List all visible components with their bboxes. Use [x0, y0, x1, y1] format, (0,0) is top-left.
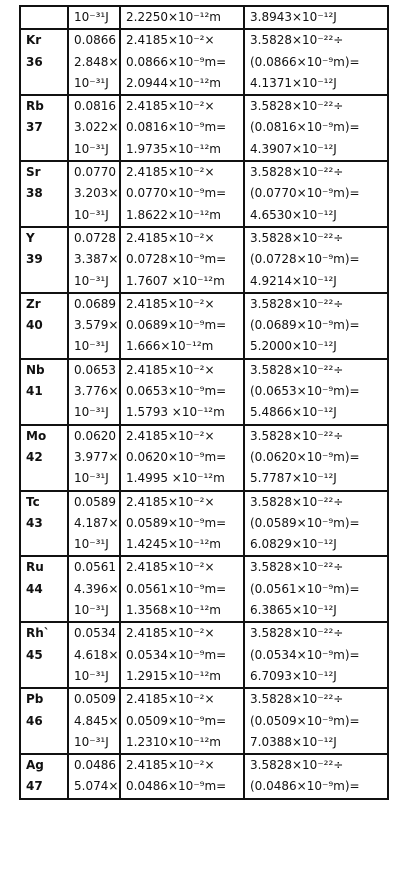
energy-cell-line: 6.7093×10⁻¹²J [250, 668, 337, 683]
element-cell-line: 45 [26, 647, 43, 662]
energy-cell-line: 3.5828×10⁻²²÷ [250, 758, 344, 773]
energy-cell-line: (0.0653×10⁻⁹m)= [250, 384, 360, 399]
radius-cell-line: 0.0486×10⁻⁹m= [126, 779, 227, 794]
radius-cell-line: 2.4185×10⁻²× [126, 230, 215, 245]
constant-cell-line: 3.977× [74, 449, 119, 464]
constant-cell-line: 10⁻³¹J [74, 141, 109, 156]
element-cell-line: 43 [26, 515, 43, 530]
energy-cell-line: (0.0689×10⁻⁹m)= [250, 318, 360, 333]
constant-cell-line: 3.579× [74, 318, 119, 333]
element-cell-line: Mo [26, 428, 47, 443]
energy-cell: 3.8943×10⁻¹²J [244, 6, 388, 29]
element-cell [20, 6, 68, 29]
element-cell [20, 161, 68, 227]
element-cell-line: 39 [26, 252, 43, 267]
energy-cell-line: 3.5828×10⁻²²÷ [250, 626, 344, 641]
radius-cell-line: 1.9735×10⁻¹²m [126, 141, 221, 156]
radius-cell-line: 1.666×10⁻¹²m [126, 339, 214, 354]
radius-cell-line: 2.4185×10⁻²× [126, 99, 215, 114]
element-cell [20, 227, 68, 293]
constant-cell-line: 4.396× [74, 581, 119, 596]
radius-cell-line: 1.5793 ×10⁻¹²m [126, 405, 225, 420]
constant-cell-line: 0.0816 [74, 99, 116, 114]
data-table [19, 5, 389, 800]
constant-cell-line: 10⁻³¹J [74, 405, 109, 420]
element-cell-line: Rb [26, 99, 44, 114]
constant-cell [68, 556, 120, 622]
energy-cell-line: (0.0589×10⁻⁹m)= [250, 515, 360, 530]
table-row [20, 688, 388, 754]
table-row [20, 556, 388, 622]
radius-cell-line: 2.4185×10⁻²× [126, 33, 215, 48]
radius-cell [120, 754, 244, 799]
energy-cell-line: 4.6530×10⁻¹²J [250, 207, 337, 222]
constant-cell [68, 29, 120, 95]
radius-cell-line: 0.0534×10⁻⁹m= [126, 647, 227, 662]
constant-cell-line: 4.187× [74, 515, 119, 530]
table-row-continuation [20, 6, 388, 29]
constant-cell-line: 10⁻³¹J [74, 471, 109, 486]
element-cell-line: Ag [26, 758, 44, 773]
element-cell-line: 42 [26, 449, 43, 464]
energy-cell-line: 4.1371×10⁻¹²J [250, 75, 337, 90]
element-cell [20, 688, 68, 754]
radius-cell [120, 227, 244, 293]
table-row [20, 754, 388, 799]
constant-cell-line: 10⁻³¹J [74, 75, 109, 90]
constant-cell-line: 3.022× [74, 120, 119, 135]
element-cell-line: 37 [26, 120, 43, 135]
constant-cell-line: 10⁻³¹J [74, 207, 109, 222]
constant-cell-line: 0.0589 [74, 494, 116, 509]
radius-cell-line: 2.4185×10⁻²× [126, 692, 215, 707]
radius-cell-line: 0.0620×10⁻⁹m= [126, 449, 227, 464]
radius-cell-line: 2.4185×10⁻²× [126, 362, 215, 377]
constant-cell-line: 0.0866 [74, 33, 116, 48]
element-cell-line: Nb [26, 362, 45, 377]
constant-cell [68, 754, 120, 799]
energy-cell-line: 3.5828×10⁻²²÷ [250, 560, 344, 575]
constant-cell-line: 5.074× [74, 779, 119, 794]
energy-cell-line: (0.0534×10⁻⁹m)= [250, 647, 360, 662]
element-cell [20, 491, 68, 557]
energy-cell-line: 6.0829×10⁻¹²J [250, 537, 337, 552]
constant-cell-line: 10⁻³¹J [74, 603, 109, 618]
constant-cell-line: 10⁻³¹J [74, 734, 109, 749]
constant-cell-line: 4.845× [74, 713, 119, 728]
constant-cell-line: 0.0728 [74, 230, 116, 245]
table-row [20, 491, 388, 557]
constant-cell-line: 10⁻³¹J [74, 273, 109, 288]
radius-cell-line: 2.4185×10⁻²× [126, 428, 215, 443]
energy-cell-line: (0.0770×10⁻⁹m)= [250, 186, 360, 201]
radius-cell-line: 0.0866×10⁻⁹m= [126, 54, 227, 69]
energy-cell-line: 3.5828×10⁻²²÷ [250, 692, 344, 707]
table-row [20, 227, 388, 293]
energy-cell [244, 29, 388, 95]
radius-cell-line: 1.2310×10⁻¹²m [126, 734, 221, 749]
energy-cell [244, 754, 388, 799]
constant-cell [68, 425, 120, 491]
energy-cell-line: 5.4866×10⁻¹²J [250, 405, 337, 420]
constant-cell-line: 0.0689 [74, 296, 116, 311]
table-row [20, 359, 388, 425]
constant-cell-line: 4.618× [74, 647, 119, 662]
radius-cell [120, 293, 244, 359]
table-row [20, 95, 388, 161]
element-cell-line: Y [26, 230, 35, 245]
constant-cell [68, 161, 120, 227]
radius-cell [120, 95, 244, 161]
energy-cell-line: 3.5828×10⁻²²÷ [250, 296, 344, 311]
radius-cell: 2.2250×10⁻¹²m [120, 6, 244, 29]
table-row [20, 293, 388, 359]
radius-cell-line: 2.4185×10⁻²× [126, 560, 215, 575]
energy-cell-line: 4.9214×10⁻¹²J [250, 273, 337, 288]
radius-cell-line: 1.7607 ×10⁻¹²m [126, 273, 225, 288]
energy-cell-line: 3.5828×10⁻²²÷ [250, 230, 344, 245]
element-cell-line: Zr [26, 296, 41, 311]
radius-cell-line: 2.0944×10⁻¹²m [126, 75, 221, 90]
energy-cell [244, 556, 388, 622]
constant-cell [68, 95, 120, 161]
table-row [20, 161, 388, 227]
element-cell-line: Ru [26, 560, 44, 575]
energy-cell [244, 622, 388, 688]
energy-cell [244, 293, 388, 359]
element-cell [20, 29, 68, 95]
constant-cell [68, 491, 120, 557]
element-cell [20, 425, 68, 491]
radius-cell-line: 2.4185×10⁻²× [126, 758, 215, 773]
radius-cell-line: 0.0728×10⁻⁹m= [126, 252, 227, 267]
constant-cell-line: 3.776× [74, 384, 119, 399]
energy-cell [244, 425, 388, 491]
energy-cell-line: 3.5828×10⁻²²÷ [250, 494, 344, 509]
energy-cell-line: 4.3907×10⁻¹²J [250, 141, 337, 156]
constant-cell-line: 3.387× [74, 252, 119, 267]
radius-cell [120, 556, 244, 622]
energy-cell [244, 161, 388, 227]
element-cell-line: 38 [26, 186, 43, 201]
energy-cell-line: (0.0620×10⁻⁹m)= [250, 449, 360, 464]
radius-cell-line: 0.0561×10⁻⁹m= [126, 581, 227, 596]
energy-cell-line: 6.3865×10⁻¹²J [250, 603, 337, 618]
element-cell [20, 556, 68, 622]
element-cell [20, 359, 68, 425]
constant-cell [68, 688, 120, 754]
radius-cell [120, 491, 244, 557]
radius-cell-line: 2.4185×10⁻²× [126, 626, 215, 641]
constant-cell-line: 0.0620 [74, 428, 116, 443]
constant-cell-line: 0.0770 [74, 165, 116, 180]
energy-cell-line: (0.0816×10⁻⁹m)= [250, 120, 360, 135]
element-cell-line: Pb [26, 692, 44, 707]
element-cell-line: 40 [26, 318, 43, 333]
energy-cell-line: 3.5828×10⁻²²÷ [250, 165, 344, 180]
element-cell-line: Kr [26, 33, 42, 48]
constant-cell [68, 359, 120, 425]
radius-cell-line: 1.4245×10⁻¹²m [126, 537, 221, 552]
constant-cell-line: 2.848× [74, 54, 119, 69]
table-body [20, 6, 388, 799]
constant-cell-line: 0.0653 [74, 362, 116, 377]
radius-cell [120, 425, 244, 491]
constant-cell [68, 622, 120, 688]
constant-cell-line: 0.0534 [74, 626, 116, 641]
table-row [20, 29, 388, 95]
energy-cell-line: 3.5828×10⁻²²÷ [250, 428, 344, 443]
energy-cell [244, 688, 388, 754]
radius-cell-line: 0.0589×10⁻⁹m= [126, 515, 227, 530]
constant-cell-line: 10⁻³¹J [74, 537, 109, 552]
energy-cell-line: 7.0388×10⁻¹²J [250, 734, 337, 749]
energy-cell-line: 3.5828×10⁻²²÷ [250, 362, 344, 377]
energy-cell-line: 5.7787×10⁻¹²J [250, 471, 337, 486]
radius-cell-line: 0.0770×10⁻⁹m= [126, 186, 227, 201]
table-row [20, 622, 388, 688]
radius-cell-line: 2.4185×10⁻²× [126, 165, 215, 180]
energy-cell-line: 3.5828×10⁻²²÷ [250, 99, 344, 114]
element-cell-line: 46 [26, 713, 43, 728]
radius-cell-line: 2.4185×10⁻²× [126, 494, 215, 509]
radius-cell-line: 0.0689×10⁻⁹m= [126, 318, 227, 333]
constant-cell-line: 3.203× [74, 186, 119, 201]
element-cell-line: 44 [26, 581, 43, 596]
radius-cell [120, 359, 244, 425]
constant-cell-line: 0.0509 [74, 692, 116, 707]
radius-cell-line: 0.0816×10⁻⁹m= [126, 120, 227, 135]
constant-cell-line: 0.0486 [74, 758, 116, 773]
energy-cell [244, 95, 388, 161]
element-cell [20, 754, 68, 799]
element-cell-line: Rhˋ [26, 626, 50, 641]
energy-cell-line: (0.0509×10⁻⁹m)= [250, 713, 360, 728]
element-cell-line: 36 [26, 54, 43, 69]
radius-cell-line: 2.4185×10⁻²× [126, 296, 215, 311]
constant-cell-line: 10⁻³¹J [74, 339, 109, 354]
radius-cell-line: 1.3568×10⁻¹²m [126, 603, 221, 618]
element-cell-line: 47 [26, 779, 43, 794]
radius-cell [120, 161, 244, 227]
radius-cell-line: 0.0509×10⁻⁹m= [126, 713, 227, 728]
radius-cell [120, 622, 244, 688]
radius-cell-line: 1.2915×10⁻¹²m [126, 668, 221, 683]
energy-cell-line: (0.0866×10⁻⁹m)= [250, 54, 360, 69]
energy-cell-line: (0.0561×10⁻⁹m)= [250, 581, 360, 596]
element-cell-line: Sr [26, 165, 41, 180]
energy-cell-line: 5.2000×10⁻¹²J [250, 339, 337, 354]
constant-cell [68, 293, 120, 359]
radius-cell-line: 1.4995 ×10⁻¹²m [126, 471, 225, 486]
element-cell [20, 622, 68, 688]
energy-cell [244, 359, 388, 425]
energy-cell-line: (0.0486×10⁻⁹m)= [250, 779, 360, 794]
radius-cell [120, 29, 244, 95]
radius-cell-line: 0.0653×10⁻⁹m= [126, 384, 227, 399]
energy-cell [244, 491, 388, 557]
element-cell [20, 293, 68, 359]
element-cell-line: Tc [26, 494, 40, 509]
constant-cell-line: 0.0561 [74, 560, 116, 575]
table-row [20, 425, 388, 491]
energy-cell [244, 227, 388, 293]
radius-cell-line: 1.8622×10⁻¹²m [126, 207, 221, 222]
constant-cell: 10⁻³¹J [68, 6, 120, 29]
element-cell [20, 95, 68, 161]
energy-cell-line: 3.5828×10⁻²²÷ [250, 33, 344, 48]
radius-cell [120, 688, 244, 754]
constant-cell [68, 227, 120, 293]
energy-cell-line: (0.0728×10⁻⁹m)= [250, 252, 360, 267]
constant-cell-line: 10⁻³¹J [74, 668, 109, 683]
element-cell-line: 41 [26, 384, 43, 399]
